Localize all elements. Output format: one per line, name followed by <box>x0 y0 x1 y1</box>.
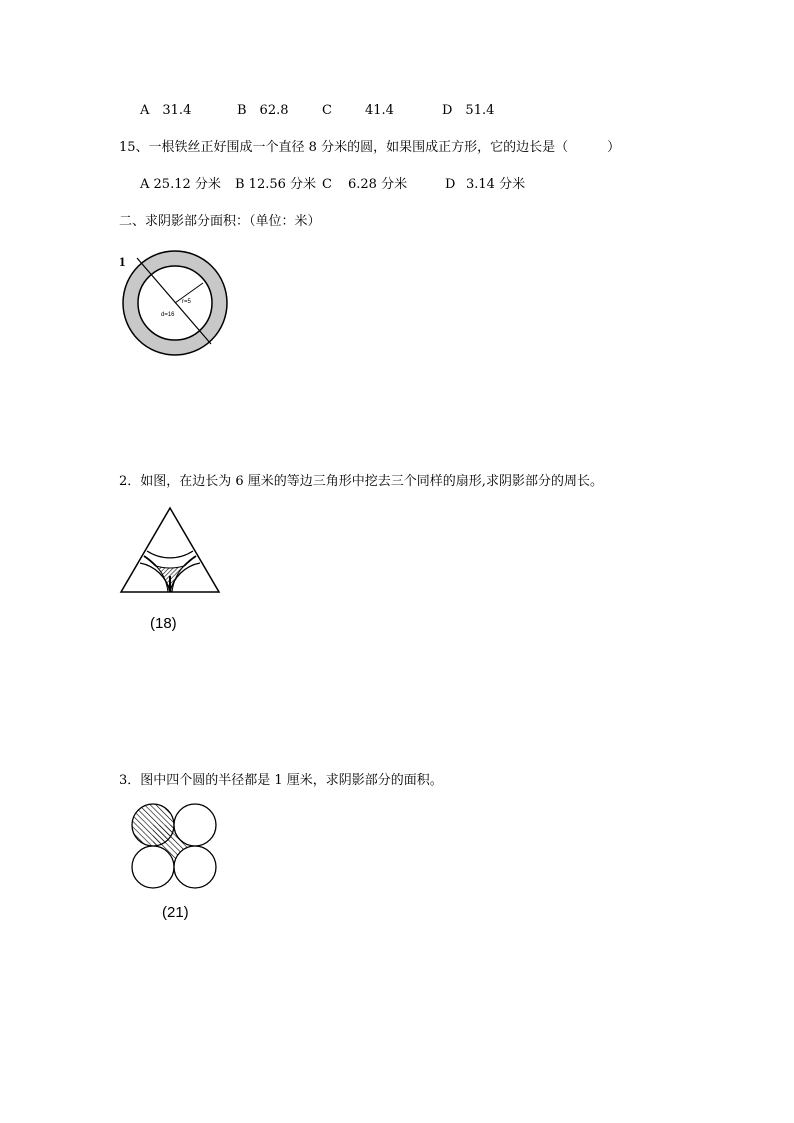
q15-option-d-value: 3.14 分米 <box>466 177 526 192</box>
label-diameter: d=16 <box>161 312 175 318</box>
problem-2-caption: (18) <box>150 615 177 632</box>
circle-bottom-right <box>174 846 216 888</box>
q15-option-d-letter: D <box>445 177 456 192</box>
annulus-figure <box>118 248 234 360</box>
circle-top-left <box>132 804 174 846</box>
section-heading: 二、求阴影部分面积：（单位：米） <box>119 214 321 229</box>
problem-2-question: 2．如图，在边长为 6 厘米的等边三角形中挖去三个同样的扇形,求阴影部分的周长。 <box>119 474 603 489</box>
q15-option-a: A 25.12 分米 <box>140 177 221 192</box>
circle-bottom-left <box>132 846 174 888</box>
triangle-figure <box>118 504 222 596</box>
q14-option-c-value: 41.4 <box>365 103 394 118</box>
q15-question: 15、一根铁丝正好围成一个直径 8 分米的圆，如果围成正方形，它的边长是（ ） <box>119 140 621 155</box>
q15-option-c-value: 6.28 分米 <box>348 177 408 192</box>
circle-top-right <box>174 804 216 846</box>
q14-option-b: B 62.8 <box>237 103 289 118</box>
q14-option-d: D 51.4 <box>442 103 495 118</box>
q15-option-b: B 12.56 分米 <box>235 177 317 192</box>
q14-option-c-letter: C <box>322 103 332 118</box>
q15-option-c-letter: C <box>322 177 332 192</box>
problem-3-question: 3．图中四个圆的半径都是 1 厘米，求阴影部分的面积。 <box>119 773 443 788</box>
problem-3-caption: (21) <box>162 904 189 921</box>
label-radius: r=5 <box>182 299 191 305</box>
q14-option-a: A 31.4 <box>140 103 192 118</box>
four-circles-figure <box>128 800 222 892</box>
problem-1-number: 1 <box>119 254 126 269</box>
